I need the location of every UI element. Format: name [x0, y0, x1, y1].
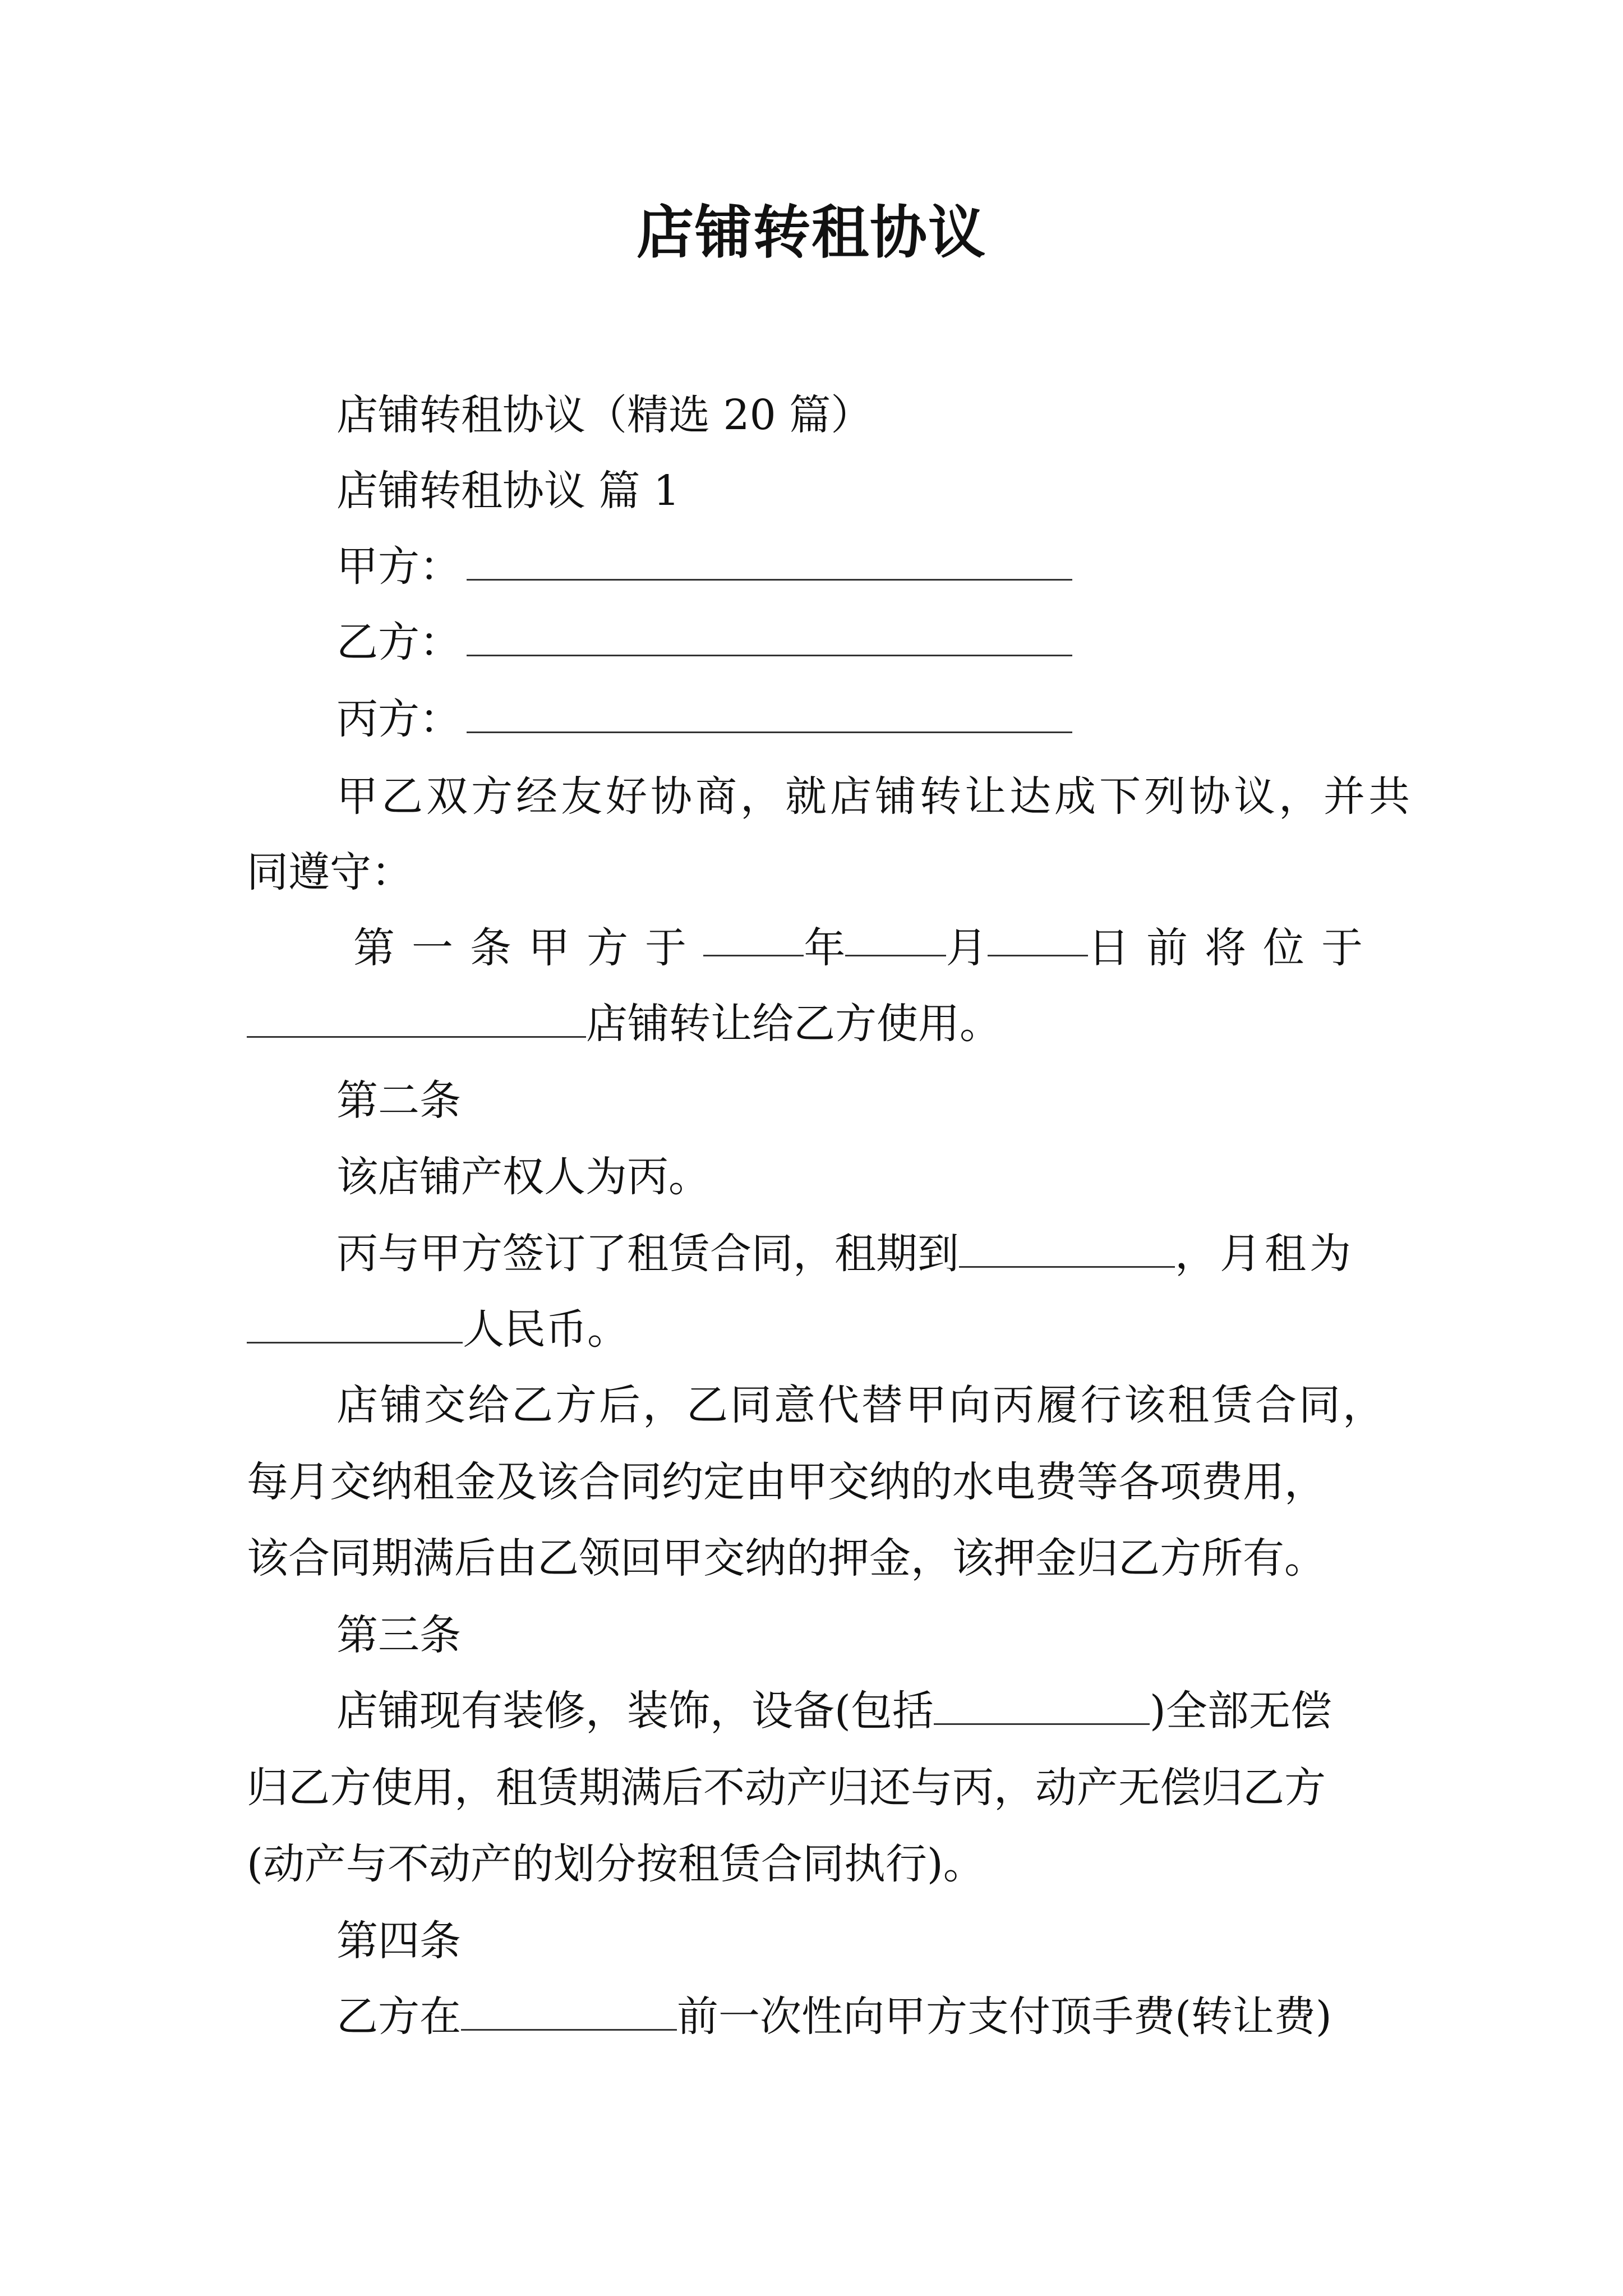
- article-2-para-2-line-1: [336, 1226, 1380, 1282]
- article-3-line-1: [336, 1683, 1380, 1739]
- month-blank: [845, 920, 946, 956]
- day-blank: [988, 920, 1088, 956]
- article-2-para-3-line-2: 每月交纳租金及该合同约定由甲交纳的水电费等各项费用，: [247, 1458, 1326, 1506]
- equipment-suffix: )全部无偿: [1149, 1687, 1332, 1735]
- article-1-day: 日前将位于: [1087, 924, 1380, 972]
- article-3-line-2: 归乙方使用，租赁期满后不动产归还与丙，动产无偿归乙方: [247, 1764, 1326, 1812]
- article-1-line-2: [247, 996, 1380, 1052]
- article-1-prefix: 第一条甲方于: [353, 924, 703, 972]
- payment-suffix: 前一次性向甲方支付顶手费(转让费): [677, 1993, 1332, 2041]
- article-1-line-1: [353, 920, 1380, 976]
- rent-amount-blank: [247, 1307, 463, 1343]
- currency-label: 人民币。: [463, 1305, 629, 1354]
- article-2-para-3-line-1: 店铺交给乙方后，乙同意代替甲向丙履行该租赁合同，: [336, 1381, 1386, 1429]
- party-a-blank: [467, 544, 1072, 581]
- lease-term-label: 丙与甲方签订了租赁合同，租期到: [336, 1230, 959, 1278]
- article-4-heading: 第四条: [336, 1917, 461, 1965]
- equipment-blank: [934, 1688, 1150, 1725]
- party-a-line: [336, 539, 1380, 595]
- party-c-line: [336, 691, 1380, 747]
- party-b-line: [336, 614, 1380, 670]
- article-3-line-3: (动产与不动产的划分按租赁合同执行)。: [247, 1840, 985, 1888]
- party-b-blank: [467, 620, 1072, 656]
- article-1-suffix: 店铺转让给乙方使用。: [586, 1000, 1001, 1048]
- payment-prefix: 乙方在: [336, 1993, 461, 2041]
- party-b-label: 乙方：: [336, 618, 461, 666]
- intro-line-1: 甲乙双方经友好协商，就店铺转让达成下列协议，并共: [336, 772, 1413, 821]
- intro-line-2: 同遵守：: [247, 848, 413, 896]
- lease-term-blank: [959, 1231, 1175, 1268]
- monthly-rent-label: ，月租为: [1175, 1230, 1354, 1278]
- year-blank: [703, 920, 804, 956]
- party-c-blank: [467, 697, 1072, 733]
- article-2-para-2-line-2: [247, 1301, 1380, 1358]
- article-4-line-1: [336, 1989, 1380, 2045]
- equipment-label: 店铺现有装修，装饰，设备(包括: [336, 1687, 934, 1735]
- article-1-year: 年: [804, 924, 846, 972]
- location-blank: [247, 1001, 586, 1038]
- party-c-label: 丙方：: [336, 695, 461, 743]
- document-subtitle: 店铺转租协议（精选 20 篇）: [336, 391, 873, 439]
- article-2-para-1: 该店铺产权人为丙。: [336, 1153, 710, 1201]
- article-3-heading: 第三条: [336, 1611, 461, 1659]
- article-2-para-3-line-3: 该合同期满后由乙领回甲交纳的押金，该押金归乙方所有。: [247, 1534, 1326, 1582]
- party-a-label: 甲方：: [336, 542, 461, 591]
- section-heading: 店铺转租协议 篇 1: [336, 467, 680, 515]
- document-title: 店铺转租协议: [637, 199, 986, 266]
- article-1-month: 月: [946, 924, 988, 972]
- payment-date-blank: [461, 1994, 677, 2031]
- article-2-heading: 第二条: [336, 1076, 461, 1125]
